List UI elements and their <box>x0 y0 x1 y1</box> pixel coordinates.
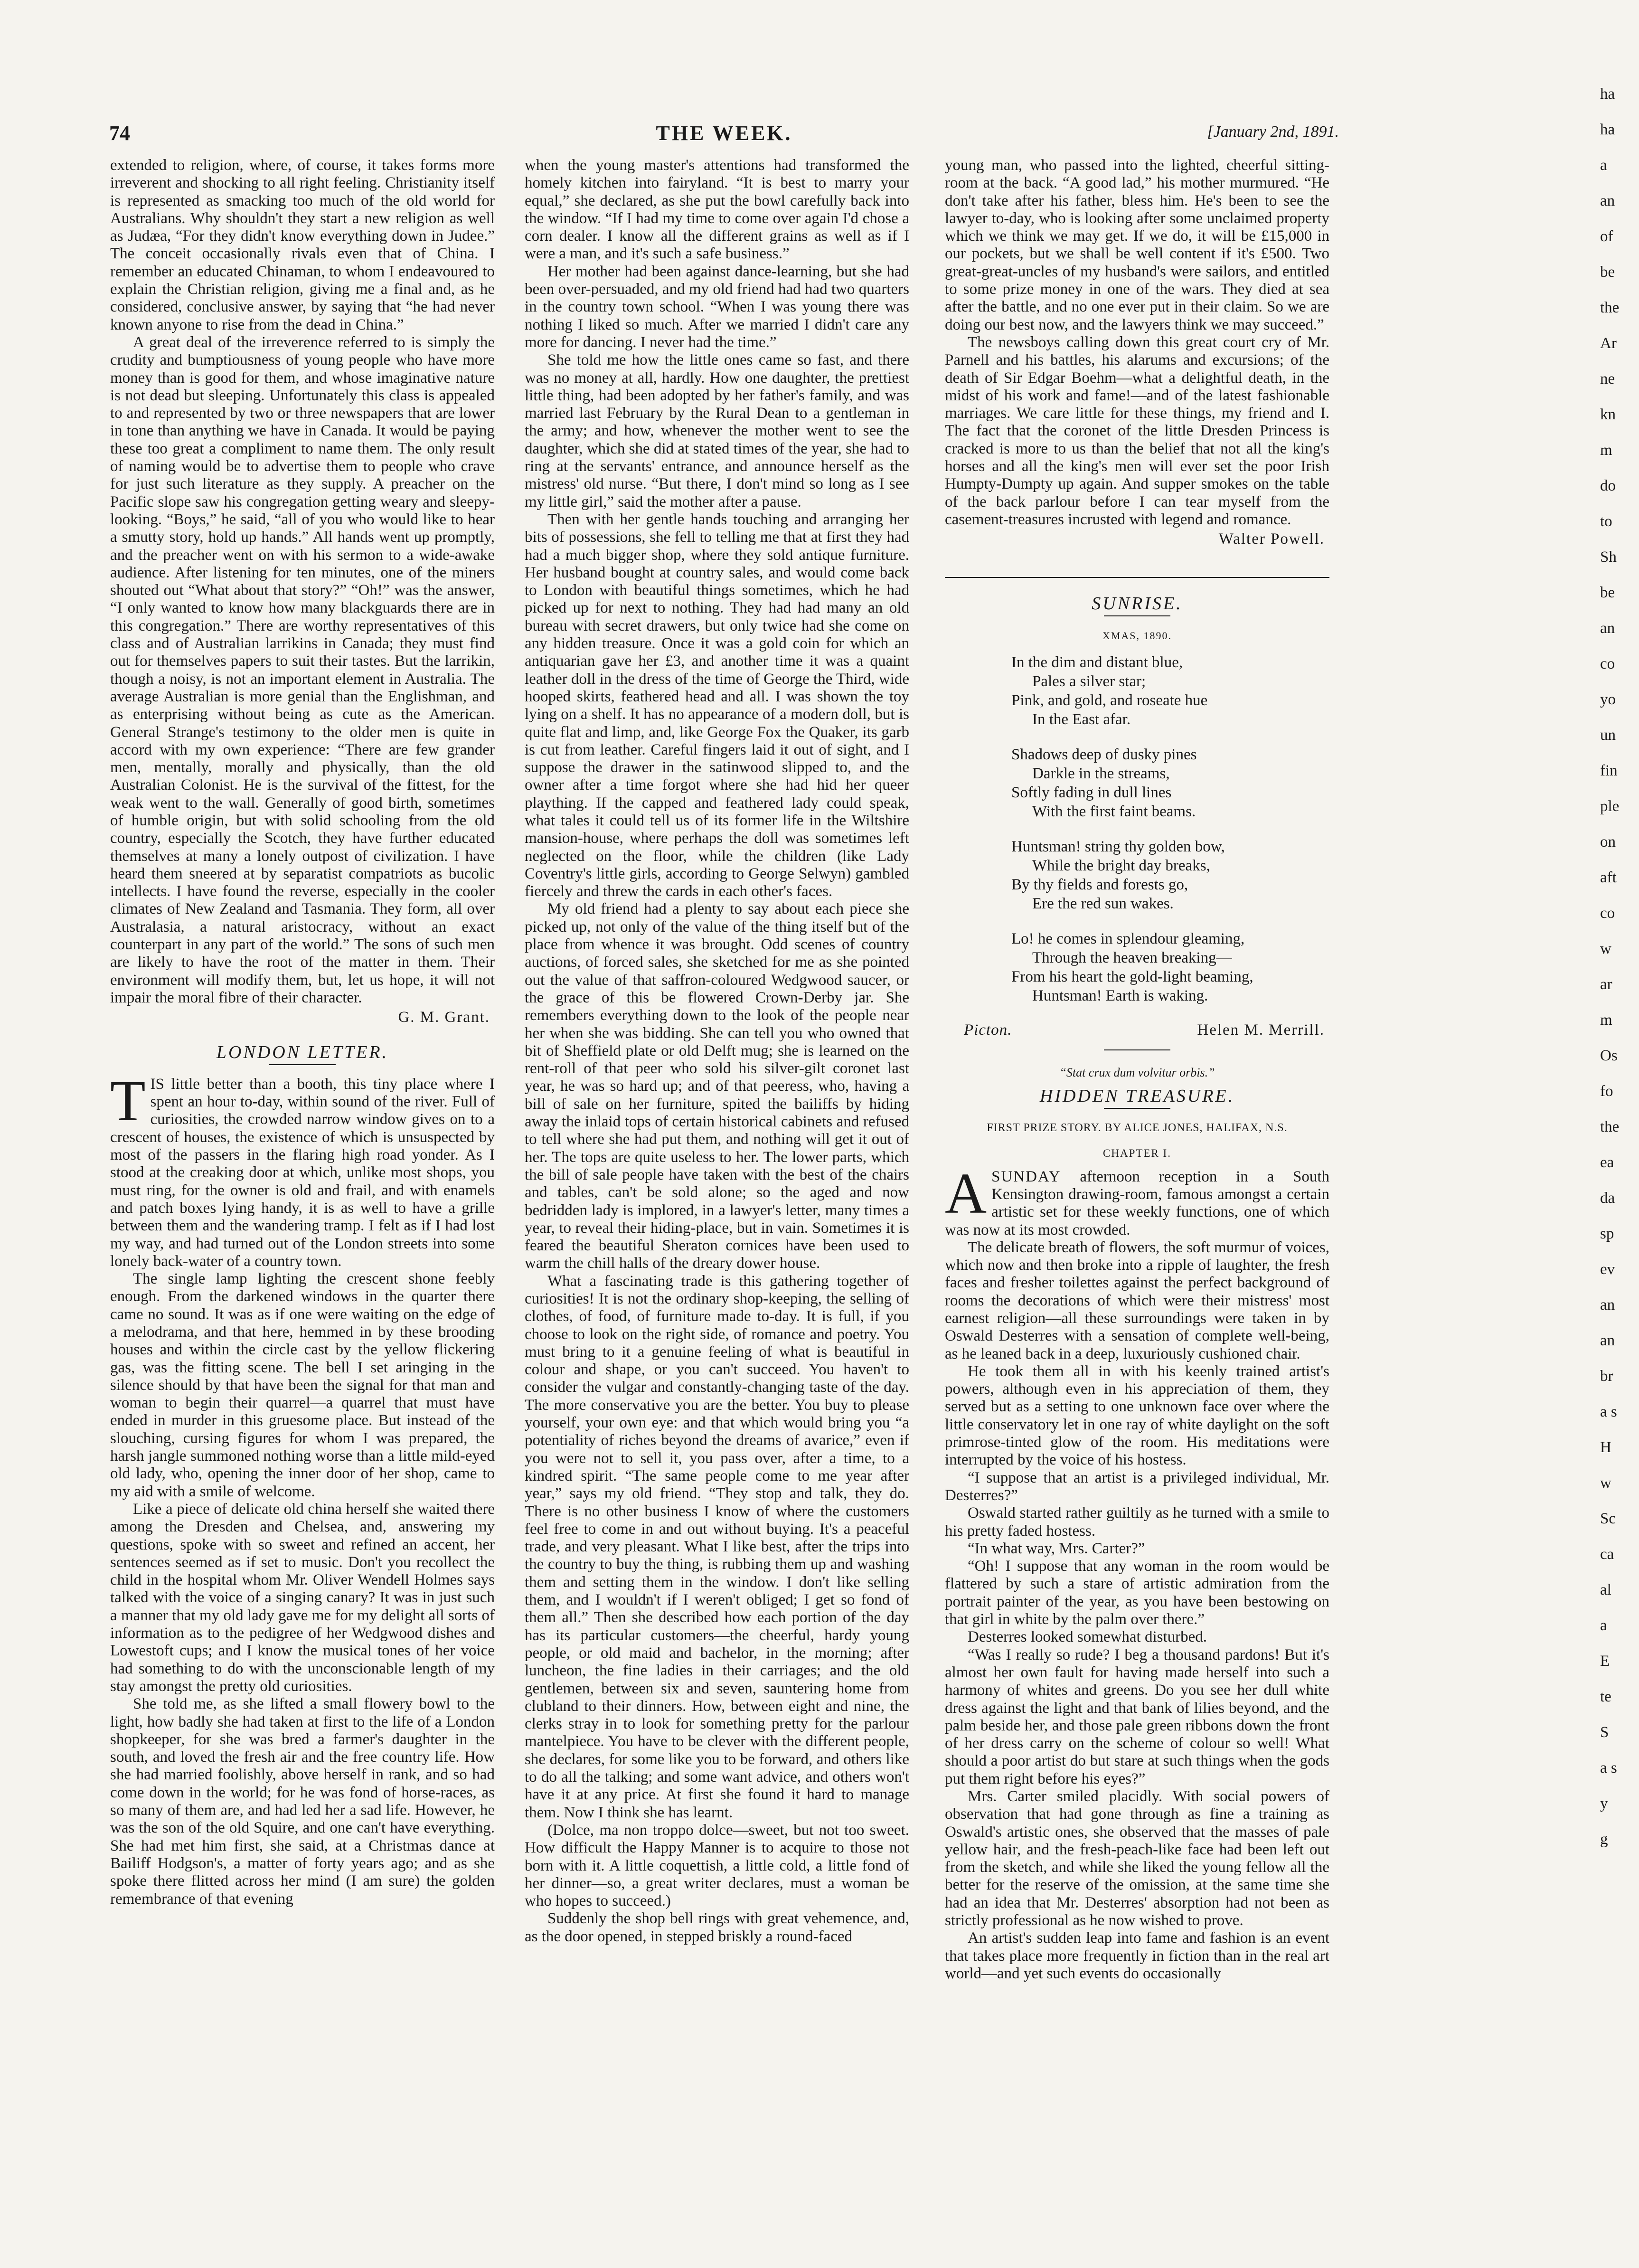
edge-fragment: the <box>1600 299 1620 316</box>
paragraph: Then with her gentle hands touching and arranging her bits of possessions, she fell to telling me that at first they had had a much bigger shop, where they sold antique furniture. Her husband bought at country sales, and would come back to London with beautiful things sometimes, which he had picked up for next to nothing. They had had many an old bureau with secret drawers, but only twice had she come on any hidden treasure. Once it was a gold coin for which an antiquarian gave her £3, and another time it was a quaint leather doll in the dress of the time of George the Third, wide hooped skirts, feathered head and all. I was shown the toy lying on a shelf. It has no appearance of a modern doll, but is quite flat and limp, and, like George Fox the Quaker, its garb is cut from leather. Careful fingers laid it out of sight, and I suppose the drawer in the satinwood slipped to, and the owner after a time forgot where she had hid her queer plaything. If the capped and feathered lady could speak, what tales it could tell us of its former life in the Wiltshire mansion-house, where perhaps the doll was sometimes left neglected on the floor, while the children (like Lady Coventry's little girls, according to George Selwyn) gambled fiercely and threw the cards in each other's faces. <box>525 510 909 900</box>
poem-line: While the bright day breaks, <box>1032 857 1210 875</box>
column-2 <box>525 157 909 2246</box>
edge-fragment: w <box>1600 940 1611 957</box>
edge-fragment: an <box>1600 192 1615 209</box>
edge-fragment: fin <box>1600 762 1618 779</box>
poem-line: With the first faint beams. <box>1032 803 1196 821</box>
paragraph: The delicate breath of flowers, the soft murmur of voices, which now and then broke into a ripple of laughter, the fresh faces and fresher toilettes against the perfect background of rooms the decorations of which were their mistress' most earnest religion—all these surroundings were taken in by Oswald Desterres with a sensation of complete well-being, as he leaned back in a deep, luxuriously cushioned chair. <box>945 1238 1329 1362</box>
edge-fragment: on <box>1600 833 1616 850</box>
paragraph: She told me how the little ones came so fast, and there was no money at all, hardly. How one daughter, the prettiest little thing, had been adopted by her father's family, and was married last February by the Rural Dean to a gentleman in the army; and how, whenever the mother went to see the daughter, which she did at stated times of the year, she had to ring at the servants' entrance, and announce herself as the mistress' old nurse. “But there, I don't mind so long as I see my little girl,” said the mother after a pause. <box>525 351 909 510</box>
poem-line: Pink, and gold, and roseate hue <box>1011 692 1208 709</box>
poem-line: Huntsman! Earth is waking. <box>1032 987 1208 1005</box>
paragraph: The newsboys calling down this great court cry of Mr. Parnell and his battles, his alarums and excursions; of the death of Sir Edgar Boehm—what a delightful death, in the midst of his work and fame!—and of the latest fashionable marriages. We care little for these things, my friend and I. The fact that the coronet of the little Dresden Princess is cracked is more to us than the belief that not all the king's horses and all the king's men will ever set the poor Irish Humpty-Dumpty up again. And supper smokes on the table of the back parlour before I can tear myself from the casement-treasures incrusted with legend and romance. <box>945 333 1329 528</box>
paragraph: Like a piece of delicate old china herself she waited there among the Dresden and Chelsea, and, answering my questions, spoke with so sweet and refined an accent, her sentences seemed as if set to music. Don't you recollect the child in the hospital whom Mr. Oliver Wendell Holmes says talked with the voice of a singing canary? It was in just such a manner that my old lady gave me for my delight all sorts of information as to the pedigree of her Wedgwood dishes and Lowestoft cups; and I know the musical tones of her voice had something to do with the unconscionable length of my stay amongst the pretty old curiosities. <box>110 1500 495 1695</box>
edge-fragment: the <box>1600 1118 1620 1135</box>
story-title: HIDDEN TREASURE. <box>1039 1086 1235 1106</box>
edge-fragment: ar <box>1600 976 1612 993</box>
masthead-title: THE WEEK. <box>656 122 792 145</box>
edge-fragment: ha <box>1600 121 1615 138</box>
edge-fragment: Os <box>1600 1047 1618 1064</box>
paragraph: “Oh! I suppose that any woman in the room would be flattered by such a stare of artistic admiration from the portrait painter of the year, as you have been bestowing on that girl in white by the palm over there.” <box>945 1558 1329 1628</box>
edge-fragment: a s <box>1600 1403 1617 1420</box>
poem-line: Softly fading in dull lines <box>1011 784 1172 802</box>
poem-stanza <box>1011 653 1329 729</box>
paragraph: young man, who passed into the lighted, cheerful sitting-room at the back. “A good lad,” his mother murmured. “He don't take after his father, bless him. He's been to see the lawyer to-day, who is looking after some unclaimed property which we think we may get. If we do, it will be £15,000 in our pockets, but we shall be well content if it's £500. Two great-great-uncles of my husband's were sailors, and entitled to some prize money in one of the wars. They died at sea after the battle, and no one ever put in their claim. So we are doing our best now, and the lawyers think we may succeed.” <box>945 157 1329 333</box>
poem-stanza <box>1011 929 1329 1005</box>
edge-fragment: a s <box>1600 1759 1617 1777</box>
edge-fragment: Ar <box>1600 335 1617 352</box>
edge-fragment: m <box>1600 1011 1612 1029</box>
paragraph-text: IS little better than a booth, this tiny place where I spent an hour to-day, within sound of the river. Full of curiosities, the crowded narrow window gives on to a crescent of houses, the existence of which is unsuspected by most of the passers in the flaring high road yonder. As I stood at the creaking door at which, unlike most shops, you must ring, for the owner is old and frail, and with enamels and patch boxes lying handy, it is as well to have a grille between them and the wandering tramp. I felt as if I had lost my way, and had turned out of the London streets into some lonely back-water of a country town. <box>110 1075 495 1270</box>
edge-fragment: y <box>1600 1795 1608 1812</box>
edge-fragment: al <box>1600 1581 1611 1598</box>
edge-fragment: a <box>1600 157 1607 174</box>
paragraph: when the young master's attentions had transformed the homely kitchen into fairyland. “It is best to marry your equal,” she declared, as she put the bowl carefully back into the window. “If I had my time to come over again I'd chose a corn dealer. I know all the different grains as well as if I were a man, and it's such a safe business.” <box>525 157 909 263</box>
poem-stanza <box>1011 745 1329 821</box>
edge-fragment: ha <box>1600 85 1615 103</box>
divider <box>1104 1108 1170 1109</box>
issue-date: [January 2nd, 1891. <box>1207 123 1339 141</box>
page-number: 74 <box>109 122 130 145</box>
paragraph-text: afternoon reception in a South Kensington drawing-room, famous amongst a certain artistic set for these weekly functions, one of which was now at its most crowded. <box>945 1168 1329 1238</box>
edge-fragment: w <box>1600 1474 1611 1492</box>
poem-place: Picton. <box>964 1021 1012 1039</box>
paragraph: She told me, as she lifted a small flowery bowl to the light, how badly she had taken at first to the life of a London shopkeeper, for she was bred a farmer's daughter in the south, and loved the fresh air and the free country life. How she had married foolishly, above herself in rank, and so had come down in the world; for he was fond of horse-races, as so many of them are, and had led her a sad life. However, he was the son of the old Squire, and one can't have everything. She had met him first, she said, at a Christmas dance at Bailiff Hodgson's, a matter of forty years ago; and as she spoke there flitted across her mind (I am sure) the golden remembrance of that evening <box>110 1695 495 1908</box>
paragraph: Suddenly the shop bell rings with great vehemence, and, as the door opened, in stepped briskly a round-faced <box>525 1910 909 1945</box>
paragraph: Oswald started rather guiltily as he turned with a smile to his pretty faded hostess. <box>945 1504 1329 1540</box>
edge-fragment: co <box>1600 905 1615 922</box>
poem-author: Helen M. Merrill. <box>1197 1021 1325 1039</box>
author-signature: Walter Powell. <box>1218 530 1325 548</box>
edge-fragment: Sc <box>1600 1510 1616 1527</box>
edge-fragment: to <box>1600 513 1612 530</box>
edge-fragment: fo <box>1600 1083 1613 1100</box>
paragraph: He took them all in with his keenly trained artist's powers, although even in his appreciation of them, they served but as a setting to one unknown face over where the little conservatory let in one ray of white daylight on the soft primrose-tinted glow of the room. His meditations were interrupted by the voice of his hostess. <box>945 1362 1329 1469</box>
edge-fragment: m <box>1600 442 1612 459</box>
author-signature: G. M. Grant. <box>398 1009 490 1026</box>
poem-line: Shadows deep of dusky pines <box>1011 746 1197 764</box>
divider <box>1104 1049 1170 1050</box>
paragraph-lead <box>110 1068 495 1270</box>
poem-title: SUNRISE. <box>1092 593 1183 614</box>
poem-line: In the dim and distant blue, <box>1011 654 1183 671</box>
paragraph: extended to religion, where, of course, it takes forms more irreverent and shocking to all right feeling. Christianity itself is represented as smacking too much of the old world for Australians. Why shouldn't they start a new religion as well as Judæa, “For they didn't know everything down in Judee.” The conceit occasionally rivals even that of China. I remember an educated Chinaman, to whom I endeavoured to explain the Christian religion, giving me a final and, as he considered, conclusive answer, by saying that “he had never known anyone to rise from the dead in China.” <box>110 157 495 333</box>
paragraph: What a fascinating trade is this gathering together of curiosities! It is not the ordinary shop-keeping, the selling of clothes, of food, of furniture made to-day. It is full, if you choose to look on the right side, of romance and poetry. You must bring to it a genuine feeling of what is beautiful in colour and shape, or you can't succeed. You haven't to consider the vulgar and constantly-changing taste of the day. The more conservative you are the better. You buy to please yourself, your own eye: and that which would bring you “a potentiality of riches beyond the dreams of avarice,” even if you were not to sell it, you pass over, after a time, to a kindred spirit. “The same people come to me year after year,” says my old friend. “They stop and talk, they do. There is no other business I know of where the customers feel free to come in and out without buying. It's a peaceful trade, and very pleasant. What I like best, after the trips into the country to buy the thing, is rubbing them up and washing them and setting them in the window. I don't like selling them, and I wouldn't if I weren't obliged; I get so fond of them all.” Then she described how each portion of the day has its particular customers—the cheerful, hardy young people, or old maid and bachelor, in the morning; after luncheon, the fine ladies in their carriages; and the old gentlemen, between six and seven, sauntering home from clubland to their dinners. How, between eight and nine, the clerks stray in to look for something pretty for the parlour mantelpiece. You have to be clever with the different people, she declares, for some like you to be forward, and others like to do all the talking; and some want advice, and others won't have it at any price. At first she found it hard to manage them. Now I think she has learnt. <box>525 1272 909 1821</box>
edge-fragment: do <box>1600 477 1616 494</box>
poem-line: Pales a silver star; <box>1032 673 1146 690</box>
motto: “Stat crux dum volvitur orbis.” <box>1059 1066 1215 1080</box>
edge-fragment: Sh <box>1600 548 1617 566</box>
edge-fragment: H <box>1600 1439 1611 1456</box>
page-header <box>109 121 1339 159</box>
edge-fragment: be <box>1600 584 1615 601</box>
chapter-heading: CHAPTER I. <box>1103 1147 1171 1160</box>
edge-fragment: sp <box>1600 1225 1614 1242</box>
paragraph: My old friend had a plenty to say about each piece she picked up, not only of the value of the thing itself but of the place from whence it was brought. Odd scenes of country auctions, of forced sales, she sketched for me as she pointed out the value of that saffron-coloured Wedgwood saucer, or the grace of this be flowered Crown-Derby jar. She remembers everything down to the look of the people near her when she was bidding. She can tell you who owned that bit of Sheffield plate or old Delft mug; she is learned on the rent-roll of that peer who sold his silver-gilt coronet last year, he was so hard up; and of that peeress, who, having a bill of sale on her furniture, spited the bailiffs by hiding away the inlaid tops of certain historical cabinets and refused to tell where she had put them, and nothing will get it out of her. The tops are quite useless to her. The lower parts, which the bill of sale people have taken with the best of the chairs and tables, can't be sold alone; so the aged and now bedridden lady is implored, in a lawyer's letter, many times a year, to reveal their hiding-place, but in vain. Sometimes it is feared the beautiful Sheraton cornices have been used to warm the chill halls of the dreary dower house. <box>525 900 909 1272</box>
edge-fragment: br <box>1600 1368 1613 1385</box>
paragraph: The single lamp lighting the crescent shone feebly enough. From the darkened windows in the quarter there came no sound. It was as if one were waiting on the edge of a melodrama, and that here, hemmed in by these brooding houses and within the circle cast by the yellow flickering gas, was the fitting scene. The bell I set aringing in the silence should by that have been the signal for that man and woman to begin their quarrel—a quarrel that must have ended in murder in this gruesome place. But instead of the slouching, cursing figures for whom I was prepared, the harsh jangle summoned nothing worse than a little mild-eyed old lady, who, opening the inner door of her shop, came to my aid with a smile of welcome. <box>110 1270 495 1500</box>
edge-fragment: be <box>1600 264 1615 281</box>
edge-fragment: an <box>1600 1296 1615 1314</box>
edge-fragment: of <box>1600 228 1613 245</box>
poem-line: Ere the red sun wakes. <box>1032 895 1174 913</box>
poem-line: Through the heaven breaking— <box>1032 949 1232 967</box>
edge-fragment: a <box>1600 1617 1607 1634</box>
poem-line: From his heart the gold-light beaming, <box>1011 968 1253 986</box>
column-3 <box>945 157 1329 2246</box>
paragraph: “Was I really so rude? I beg a thousand pardons! But it's almost her own fault for having made herself into such a harmony of whites and greens. Do you see her dull white dress against the light and that bank of lilies beyond, and the palm beside her, and those pale green ribbons down the front of her dress carry on the scheme of colour so well! What should a poor artist do but stare at such things when the gods put them right before his eyes?” <box>945 1646 1329 1787</box>
poem-line: By thy fields and forests go, <box>1011 876 1188 894</box>
drop-cap: T <box>110 1068 146 1133</box>
paragraph: An artist's sudden leap into fame and fashion is an event that takes place more frequently in fiction than in the real art world—and yet such events do occasionally <box>945 1929 1329 1982</box>
edge-fragment: ne <box>1600 370 1615 387</box>
drop-cap: A <box>945 1161 987 1226</box>
lead-word: SUNDAY <box>991 1168 1061 1185</box>
paragraph-lead <box>945 1161 1329 1239</box>
edge-fragment: E <box>1600 1653 1610 1670</box>
edge-fragment: un <box>1600 727 1616 744</box>
paragraph: Desterres looked somewhat disturbed. <box>968 1628 1207 1646</box>
paragraph: “In what way, Mrs. Carter?” <box>968 1540 1145 1557</box>
edge-fragment: co <box>1600 655 1615 672</box>
divider <box>269 1064 336 1065</box>
story-byline: FIRST PRIZE STORY. BY ALICE JONES, HALIFAX, N.S. <box>987 1122 1288 1134</box>
paragraph: (Dolce, ma non troppo dolce—sweet, but not too sweet. How difficult the Happy Manner is to acquire to those not born with it. A little coquettish, a little cold, a little fond of her dinner—so, a great writer declares, must a woman be who hopes to succeed.) <box>525 1821 909 1910</box>
edge-fragment: an <box>1600 620 1615 637</box>
adjacent-page-edge <box>1600 85 1639 2127</box>
poem-line: Lo! he comes in splendour gleaming, <box>1011 930 1245 948</box>
edge-fragment: kn <box>1600 406 1616 423</box>
paragraph: Mrs. Carter smiled placidly. With social powers of observation that had gone through as fine a training as Oswald's artistic ones, she observed that the masses of pale yellow hair, and the fresh-peach-like face had been left out from the sketch, and while she liked the young fellow all the better for the reserve of the omission, at the same time she had an idea that Mr. Desterres' absorption had not been as strictly professional as he now wished to prove. <box>945 1788 1329 1929</box>
poem-line: Darkle in the streams, <box>1032 765 1170 783</box>
edge-fragment: ea <box>1600 1154 1614 1171</box>
paragraph: “I suppose that an artist is a privileged individual, Mr. Desterres?” <box>945 1469 1329 1504</box>
divider <box>1104 615 1170 616</box>
edge-fragment: ev <box>1600 1261 1615 1278</box>
divider <box>945 577 1329 578</box>
edge-fragment: aft <box>1600 869 1617 886</box>
edge-fragment: yo <box>1600 691 1616 708</box>
poem-line: In the East afar. <box>1032 711 1131 728</box>
edge-fragment: ple <box>1600 798 1620 815</box>
poem-line: Huntsman! string thy golden bow, <box>1011 838 1225 856</box>
section-heading-london-letter: LONDON LETTER. <box>216 1042 389 1062</box>
paragraph: A great deal of the irreverence referred to is simply the crudity and bumptiousness of young people who have more money than is good for them, and whose imaginative nature is not dead but sleeping. Unfortunately this class is appealed to and represented by two or three newspapers that are lower in tone than anything we have in Canada. It would be paying these too great a compliment to name them. The only result of naming would be to advertise them to people who crave for just such literature as they supply. A preacher on the Pacific slope saw his congregation getting weary and sleepy-looking. “Boys,” he said, “all of you who would like to hear a smutty story, hold up hands.” All hands went up promptly, and the preacher went on with his sermon to a wide-awake audience. After listening for ten minutes, one of the miners shouted out “What about that story?” “Oh!” was the answer, “I only wanted to know how many blackguards there are in this congregation.” There are worthy representatives of this class and of Australian larrikins in Canada; they must find out for themselves papers to suit their tastes. But the larrikin, though a noisy, is not an important element in Australia. The average Australian is more genial than the Englishman, and as enterprising without being as cute as the American. General Strange's testimony to the older men is quite in accord with my own experience: “There are few grander men, mentally, morally and physically, than the old Australian Colonist. He is the survival of the fittest, for the weak went to the wall. Generally of good birth, sometimes of humble origin, but with solid schooling from the old country, especially the Scotch, they have further educated themselves at many a lonely outpost of civilization. I have heard them sneered at by separatist compatriots as bucolic intellects. I have found the reverse, especially in the cooler climates of New Zealand and Tasmania. They form, all over Australasia, a natural aristocracy, without an exact counterpart in any part of the world.” The sons of such men are likely to have the root of the matter in them. Their environment will modify them, but, let us hope, it will not impair the moral fibre of their character. <box>110 333 495 1006</box>
poem-stanza <box>1011 837 1329 913</box>
paragraph: Her mother had been against dance-learning, but she had been over-persuaded, and my old friend had had two quarters in the country town school. “When I was young there was nothing I liked so much. After we married I didn't care any more for dancing. I never had the time.” <box>525 263 909 351</box>
edge-fragment: an <box>1600 1332 1615 1349</box>
edge-fragment: ca <box>1600 1546 1614 1563</box>
poem-attribution <box>964 1021 1325 1039</box>
column-1 <box>110 157 495 2246</box>
edge-fragment: S <box>1600 1724 1609 1741</box>
edge-fragment: te <box>1600 1688 1611 1705</box>
edge-fragment: da <box>1600 1190 1615 1207</box>
poem-date: XMAS, 1890. <box>1102 629 1172 642</box>
edge-fragment: g <box>1600 1831 1608 1848</box>
